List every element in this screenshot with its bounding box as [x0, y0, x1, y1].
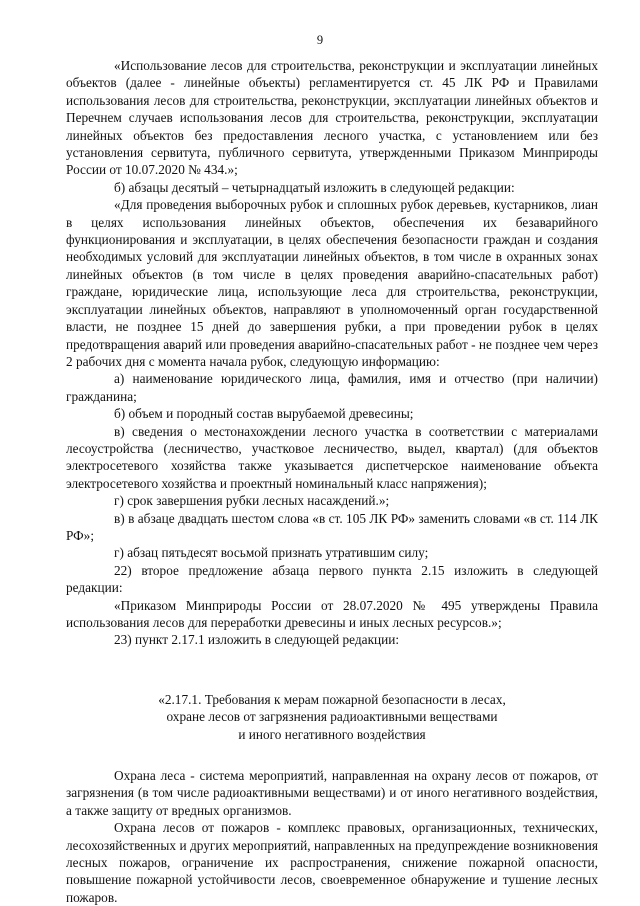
heading-line-3: и иного негативного воздействия	[238, 726, 426, 742]
list-item-a: а) наименование юридического лица, фамилия, имя и отчество (при наличии) гражданина;	[66, 371, 598, 404]
paragraph-forest-protection: Охрана леса - система мероприятий, направленная на охрану лесов от пожаров, от загрязнения (в том числе радиоактивными веществами) и от иного негативного воздействия, а также защиту от вредных организмов.	[66, 768, 598, 818]
paragraph-amend-g: г) абзац пятьдесят восьмой признать утратившим силу;	[114, 545, 429, 561]
heading-line-2: охране лесов от загрязнения радиоактивными веществами	[166, 709, 498, 725]
list-item-b: б) объем и породный состав вырубаемой древесины;	[114, 406, 414, 422]
list-item-v: в) сведения о местонахождении лесного участка в соответствии с материалами лесоустройства (лесничество, участковое лесничество, выдел, квартал) (для объектов электросетевого хозяйства также указывается диспетчерское наименование объекта электросетевого хозяйства и проектный номинальный класс напряжения);	[66, 423, 598, 491]
document-body	[66, 57, 598, 906]
paragraph-item-23: 23) пункт 2.17.1 изложить в следующей редакции:	[114, 632, 400, 648]
paragraph-felling-info: «Для проведения выборочных рубок и сплошных рубок деревьев, кустарников, лиан в целях использования линейных объектов, обеспечения их безаварийного функционирования и эксплуатации, в целях обеспечения безопасности граждан и создания необходимых условий для эксплуатации линейных объектов, в том числе в охранных зонах линейных объектов (в том числе в целях проведения аварийно-спасательных работ) граждане, юридические лица, использующие леса для строительства, реконструкции, эксплуатации линейных объектов, направляют в уполномоченный орган государственной власти, не позднее 15 дней до завершения рубки, а при проведении рубок в целях предотвращения аварий или проведения аварийно-спасательных работ - не позднее чем через 2 рабочих дня с момента начала рубок, следующую информацию:	[66, 197, 598, 369]
heading-line-1: «2.17.1. Требования к мерам пожарной безопасности в лесах,	[158, 691, 506, 707]
list-item-g: г) срок завершения рубки лесных насаждений.»;	[114, 493, 390, 509]
section-heading	[66, 691, 598, 743]
paragraph-amend-v: в) в абзаце двадцать шестом слова «в ст. 105 ЛК РФ» заменить словами «в ст. 114 ЛК РФ»;	[66, 510, 598, 543]
paragraph-amend-b: б) абзацы десятый – четырнадцатый изложить в следующей редакции:	[114, 179, 515, 195]
page-number: 9	[316, 33, 324, 47]
paragraph-use-of-forests: «Использование лесов для строительства, реконструкции и эксплуатации линейных объектов (далее - линейные объекты) регламентируется ст. 45 ЛК РФ и Правилами использования лесов для строительства, реконструкции, эксплуатации линейных объектов и Перечнем случаев использования лесов для строительства, реконструкции, эксплуатации линейных объектов без предоставления лесного участка, с установлением или без установления сервитута, публичного сервитута, утвержденными Приказом Минприроды России от 10.07.2020 № 434.»;	[66, 58, 598, 178]
paragraph-item-22: 22) второе предложение абзаца первого пункта 2.15 изложить в следующей редакции:	[66, 562, 598, 596]
paragraph-order-495: «Приказом Минприроды России от 28.07.2020 № 495 утверждены Правила использования лесов для переработки древесины и иных лесных ресурсов.»;	[66, 597, 598, 630]
paragraph-fire-protection: Охрана лесов от пожаров - комплекс правовых, организационных, технических, лесохозяйственных и других мероприятий, направленных на предупреждение возникновения лесных пожаров, ограничение их распространения, снижение пожарной опасности, повышение пожарной устойчивости лесов, своевременное обнаружение и тушение лесных пожаров.	[66, 820, 598, 905]
